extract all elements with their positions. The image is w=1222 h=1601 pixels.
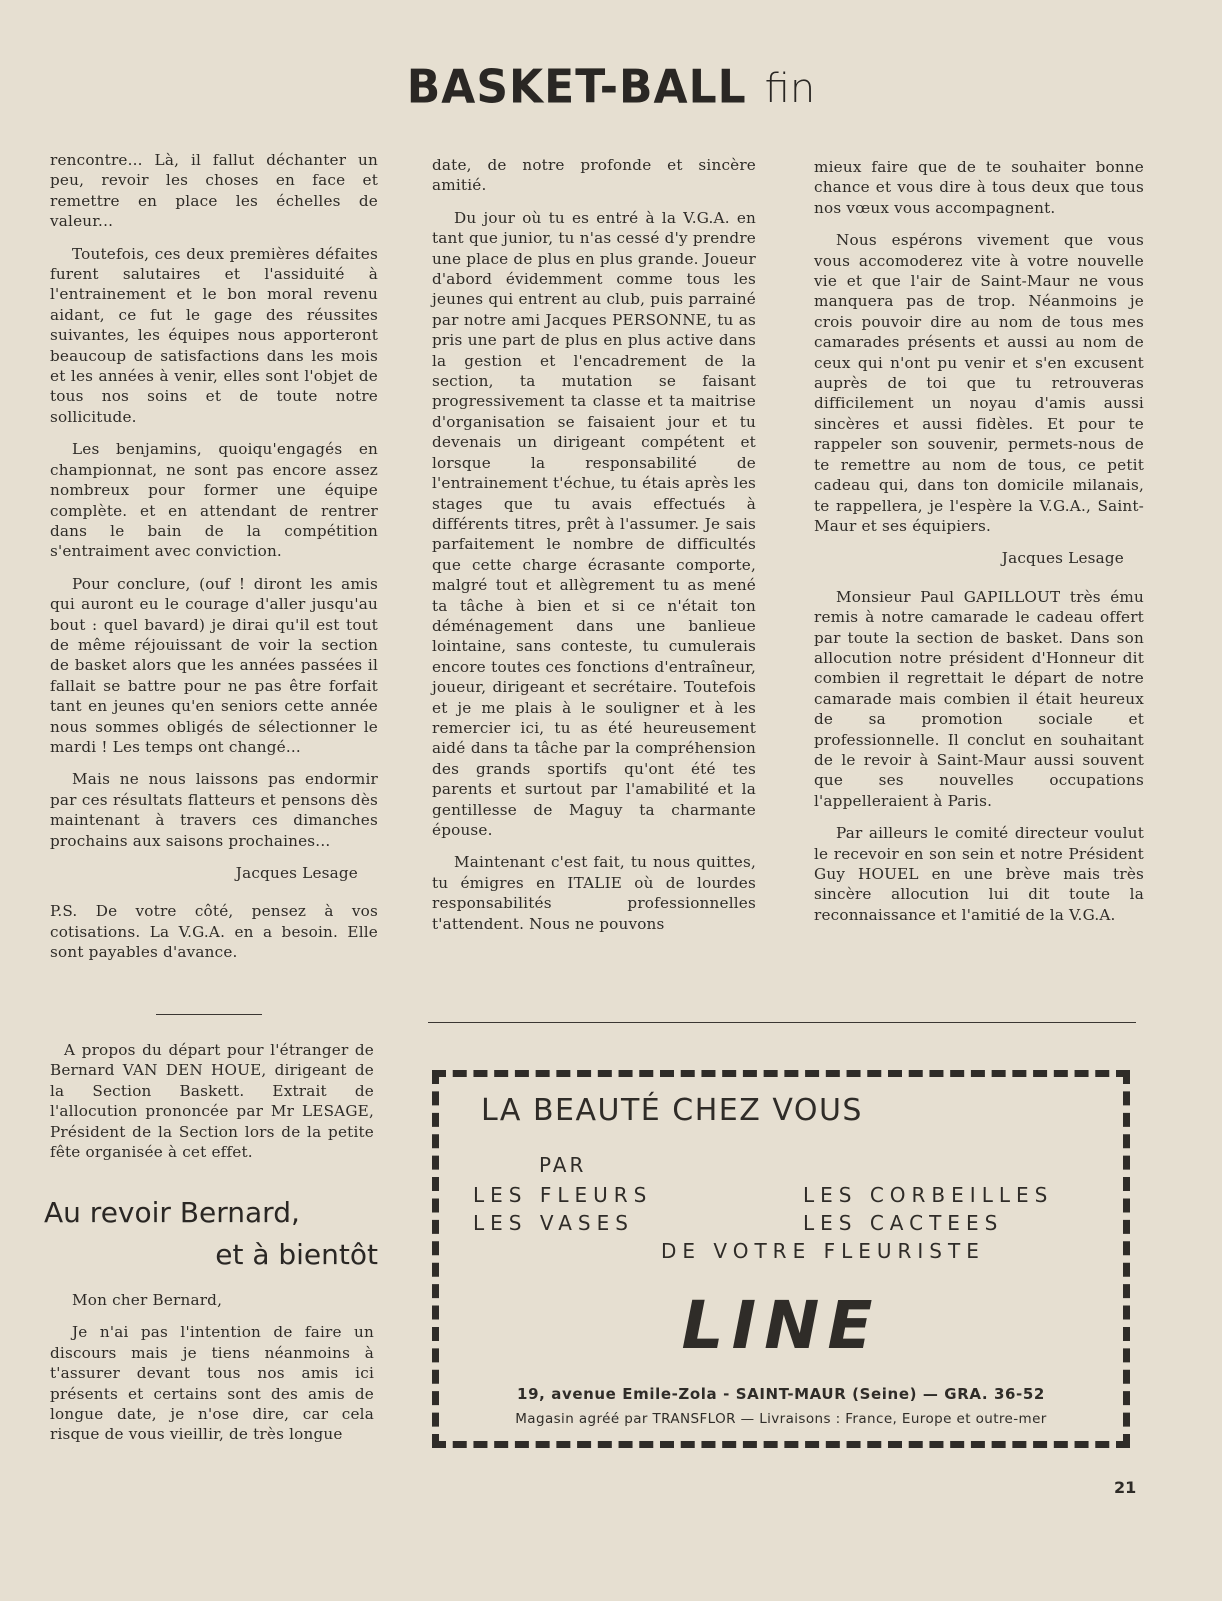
paragraph: Par ailleurs le comité directeur voulut le recevoir en son sein et notre Président Guy HOUEL en une brève mais très sincère allocution lui dit toute la reconnaissance et l'amitié de la V.G.A. [814,824,1144,924]
ad-item: LES CORBEILLES [803,1183,1054,1207]
salutation: Mon cher Bernard, [72,1291,223,1309]
farewell-line-1: Au revoir Bernard, [44,1196,300,1229]
ad-address: 19, avenue Emile-Zola - SAINT-MAUR (Seine) — GRA. 36-52 [517,1385,1045,1403]
paragraph: Nous espérons vivement que vous vous accomoderez vite à votre nouvelle vie et que l'air de Saint-Maur ne vous manquera pas de trop. Néanmoins je crois pouvoir dire au nom de tous mes camarades présents et aussi au nom de ceux qui n'ont pu venir et s'en excusent auprès de toi que tu retrouveras difficilement un noyau d'amis aussi sincères et aussi fidèles. Et pour te rappeler son souvenir, permets-nous de te remettre au nom de tous, ce petit cadeau qui, dans ton domicile milanais, te rappellera, je l'espère la V.G.A., Saint-Maur et ses équipiers. [814,231,1144,535]
paragraph: mieux faire que de te souhaiter bonne chance et vous dire à tous deux que tous nos vœux vous accompagnent. [814,158,1144,217]
page-heading [0,62,1222,113]
farewell-line-2: et à bientôt [215,1238,378,1271]
postscript: P.S. De votre côté, pensez à vos cotisations. La V.G.A. en a besoin. Elle sont payables d'avance. [50,902,378,962]
paragraph: date, de notre profonde et sincère amitié. [432,156,756,195]
page-number: 21 [1114,1478,1137,1497]
paragraph: Maintenant c'est fait, tu nous quittes, tu émigres en ITALIE où de lourdes responsabilités professionnelles t'attendent. Nous ne pouvons [432,853,756,933]
intro-text: A propos du départ pour l'étranger de Bernard VAN DEN HOUE, dirigeant de la Section Baskett. Extrait de l'allocution prononcée par Mr LESAGE, Président de la Section lors de la petite fête organisée à cet effet. [50,1041,374,1162]
ad-item: LES VASES [473,1211,634,1235]
paragraph: Du jour où tu es entré à la V.G.A. en tant que junior, tu n'as cessé d'y prendre une place de plus en plus grande. Joueur d'abord évidemment comme tous les jeunes qui entrent au club, puis parrainé par notre ami Jacques PERSONNE, tu as pris une part de plus en plus active dans la gestion et l'encadrement de la section, ta mutation se faisant progressivement ta classe et ta maitrise d'organisation se faisaient jour et tu devenais un dirigeant compétent et lorsque la responsabilité de l'entrainement t'échue, tu étais après les stages que tu avais effectués à différents titres, prêt à l'assumer. Je sais parfaitement le nombre de difficultés que cette charge écrasante comporte, malgré tout et allègrement tu as mené ta tâche à bien et si ce n'était ton déménagement dans une banlieue lointaine, sans conteste, tu cumulerais encore toutes ces fonctions d'entraîneur, joueur, dirigeant et secrétaire. Toutefois et je me plais à le souligner et à les remercier ici, tu as été heureusement aidé dans ta tâche par la compréhension des grands sportifs qu'ont été tes parents et surtout par l'amabilité et la gentillesse de Maguy ta charmante épouse. [432,208,756,839]
paragraph: Monsieur Paul GAPILLOUT très ému remis à notre camarade le cadeau offert par toute la section de basket. Dans son allocution notre président d'Honneur dit combien il regrettait le départ de notre camarade mais combien il était heureux de sa promotion sociale et professionnelle. Il conclut en souhaitant de le revoir à Saint-Maur aussi souvent que ses nouvelles occupations l'appelleraient à Paris. [814,587,1144,810]
ad-item: LES FLEURS [473,1183,653,1207]
column-2 [432,155,756,946]
paragraph: Les benjamins, quoiqu'engagés en championnat, ne sont pas encore assez nombreux pour former une équipe complète. et en attendant de rentrer dans le bain de la compétition s'entraiment avec conviction. [50,440,378,561]
divider [428,1022,1136,1023]
column-1 [50,150,378,975]
farewell-title [44,1192,378,1276]
paragraph: Toutefois, ces deux premières défaites furent salutaires et l'assiduité à l'entrainement et le bon moral revenu aidant, ce fut le gage des réussites suivantes, les équipes nous apporteront beaucoup de satisfactions dans les mois et les années à venir, elles sont l'objet de tous nos soins et de toute notre sollicitude. [50,244,378,426]
florist-advertisement [432,1070,1130,1448]
paragraph: Mais ne nous laissons pas endormir par ces résultats flatteurs et pensons dès maintenant à travers ces dimanches prochains aux saisons prochaines... [50,770,378,850]
paragraph: Je n'ai pas l'intention de faire un discours mais je tiens néanmoins à t'assurer devant tous nos amis ici présents et certains sont des amis de longue date, je n'ose dire, car cela risque de vous vieillir, de très longue [50,1323,374,1444]
letter-column [50,1290,374,1457]
heading-title: BASKET-BALL [406,60,747,115]
column-3 [814,157,1144,937]
signature: Jacques Lesage [235,864,358,882]
heading-suffix: fin [764,66,816,112]
ad-brand: LINE [681,1287,881,1364]
intro-column [50,1040,374,1174]
divider [156,1014,262,1015]
ad-item: DE VOTRE FLEURISTE [661,1239,985,1263]
ad-agreement: Magasin agréé par TRANSFLOR — Livraisons : France, Europe et outre-mer [515,1411,1047,1427]
ad-headline: LA BEAUTÉ CHEZ VOUS [481,1093,863,1128]
ad-par: PAR [539,1153,587,1177]
paragraph: rencontre... Là, il fallut déchanter un peu, revoir les choses en face et remettre en place les échelles de valeur... [50,151,378,231]
paragraph: Pour conclure, (ouf ! diront les amis qui auront eu le courage d'aller jusqu'au bout : quel bavard) je dirai qu'il est tout de même réjouissant de voir la section de basket alors que les années passées il fallait se battre pour ne pas être forfait tant en jeunes qu'en seniors cette année nous sommes obligés de sélectionner le mardi ! Les temps ont changé... [50,574,378,756]
ad-item: LES CACTEES [803,1211,1004,1235]
signature: Jacques Lesage [1001,549,1124,568]
